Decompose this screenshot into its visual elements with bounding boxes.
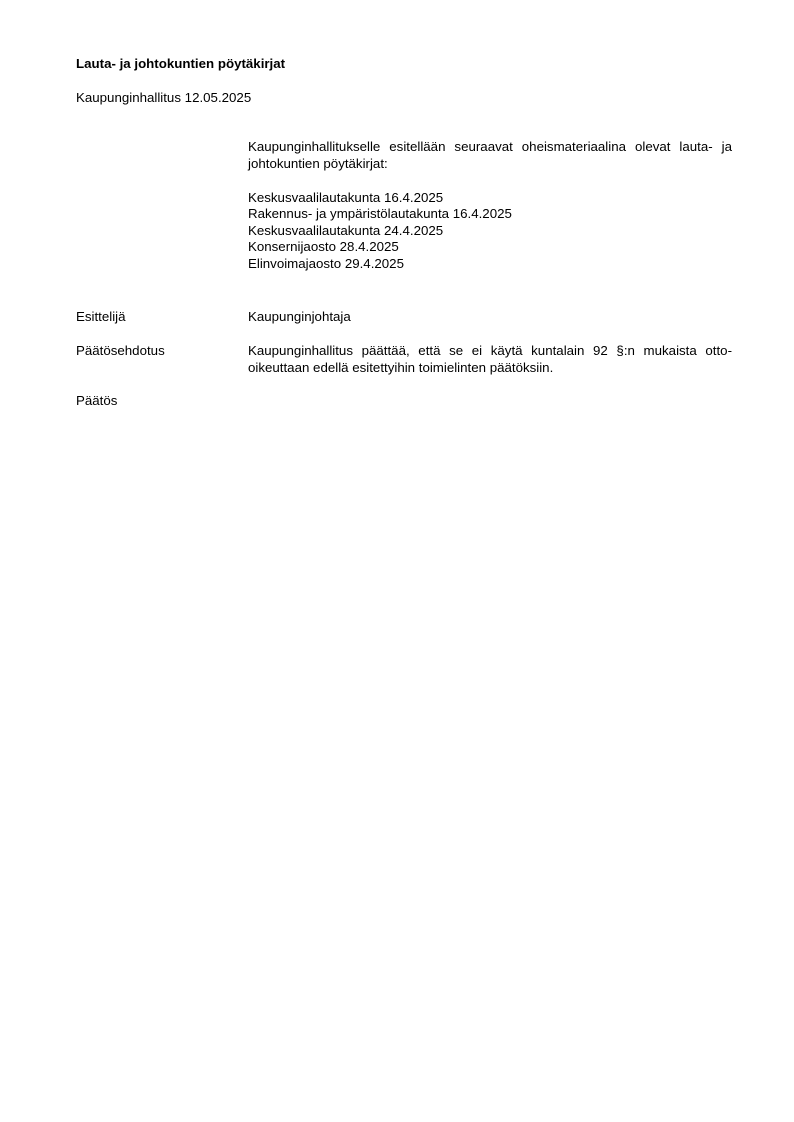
meeting-info: Kaupunginhallitus 12.05.2025 — [76, 90, 252, 105]
intro-paragraph: Kaupunginhallitukselle esitellään seuraavat oheismateriaalina olevat lauta- ja johtokuntien pöytäkirjat: — [248, 139, 732, 171]
minutes-item: Keskusvaalilautakunta 24.4.2025 — [248, 222, 444, 238]
proposal-value: Kaupunginhallitus päättää, että se ei käytä kuntalain 92 §:n mukaista otto-oikeuttaan edellä esitettyihin toimielinten päätöksiin. — [248, 343, 732, 375]
document-body — [248, 139, 732, 272]
minutes-list — [248, 190, 732, 272]
proposal-label: Päätösehdotus — [76, 343, 165, 358]
presenter-value: Kaupunginjohtaja — [248, 309, 351, 324]
minutes-item: Rakennus- ja ympäristölautakunta 16.4.2025 — [248, 206, 512, 222]
document-title: Lauta- ja johtokuntien pöytäkirjat — [76, 56, 286, 71]
minutes-item: Keskusvaalilautakunta 16.4.2025 — [248, 190, 444, 205]
decision-label: Päätös — [76, 393, 118, 408]
minutes-item: Elinvoimajaosto 29.4.2025 — [248, 255, 404, 271]
presenter-label: Esittelijä — [76, 309, 126, 324]
minutes-item: Konsernijaosto 28.4.2025 — [248, 239, 399, 255]
